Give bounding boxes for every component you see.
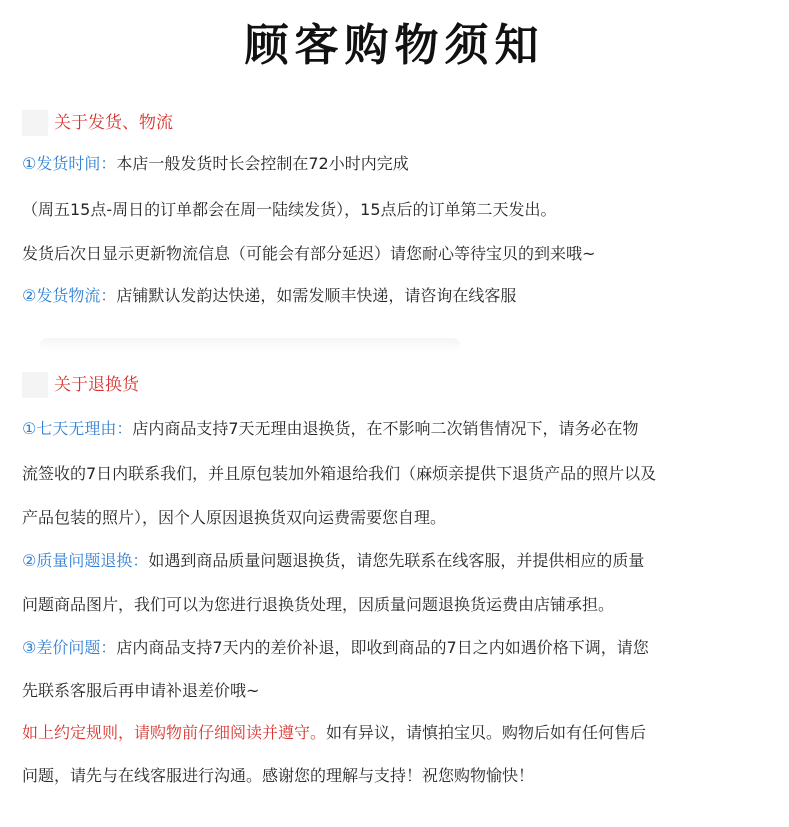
price-diff-line-2: 先联系客服后再申请补退差价哦~ bbox=[22, 681, 260, 700]
price-diff-text-1: 店内商品支持7天内的差价补退，即收到商品的7日之内如遇价格下调，请您 bbox=[116, 638, 649, 657]
quality-label: ②质量问题退换： bbox=[22, 551, 149, 570]
notice-line-2: 问题，请先与在线客服进行沟通。感谢您的理解与支持！祝您购物愉快！ bbox=[22, 766, 535, 785]
section-returns-heading bbox=[22, 370, 139, 400]
price-diff-label: ③差价问题： bbox=[22, 638, 117, 657]
ship-weekend-line: （周五15点-周日的订单都会在周一陆续发货），15点后的订单第二天发出。 bbox=[22, 200, 557, 219]
quality-line-2: 问题商品图片，我们可以为您进行退换货处理，因质量问题退换货运费由店铺承担。 bbox=[22, 595, 615, 614]
notice-line-1 bbox=[22, 719, 774, 747]
quality-text-1: 如遇到商品质量问题退换货，请您先联系在线客服，并提供相应的质量 bbox=[148, 551, 645, 570]
quality-line-1 bbox=[22, 547, 774, 575]
seven-day-text-1: 店内商品支持7天无理由退换货，在不影响二次销售情况下，请务必在物 bbox=[132, 419, 639, 438]
logistics-line bbox=[22, 282, 774, 310]
section-divider bbox=[40, 338, 460, 352]
logistics-text: 店铺默认发韵达快递，如需发顺丰快递，请咨询在线客服 bbox=[116, 286, 517, 305]
ship-time-line bbox=[22, 150, 774, 178]
heading-marker-icon bbox=[22, 372, 48, 398]
ship-time-text: 本店一般发货时长会控制在72小时内完成 bbox=[116, 154, 409, 173]
heading-marker-icon bbox=[22, 110, 48, 136]
logistics-label: ②发货物流： bbox=[22, 286, 117, 305]
price-diff-line-1 bbox=[22, 634, 774, 662]
ship-time-label: ①发货时间： bbox=[22, 154, 117, 173]
logistics-update-line: 发货后次日显示更新物流信息（可能会有部分延迟）请您耐心等待宝贝的到来哦~ bbox=[22, 244, 596, 263]
section-returns-title: 关于退换货 bbox=[54, 375, 139, 395]
seven-day-label: ①七天无理由： bbox=[22, 419, 133, 438]
seven-day-line-2: 流签收的7日内联系我们，并且原包装加外箱退给我们（麻烦亲提供下退货产品的照片以及 bbox=[22, 464, 657, 483]
seven-day-line-1 bbox=[22, 415, 774, 443]
notice-text-1: 如有异议，请慎拍宝贝。购物后如有任何售后 bbox=[326, 723, 647, 742]
seven-day-line-3: 产品包装的照片），因个人原因退换货双向运费需要您自理。 bbox=[22, 508, 447, 527]
section-shipping-heading bbox=[22, 108, 173, 138]
notice-warning: 如上约定规则，请购物前仔细阅读并遵守。 bbox=[22, 723, 327, 742]
section-shipping-title: 关于发货、物流 bbox=[54, 113, 173, 133]
page-title: 顾客购物须知 bbox=[244, 20, 545, 71]
